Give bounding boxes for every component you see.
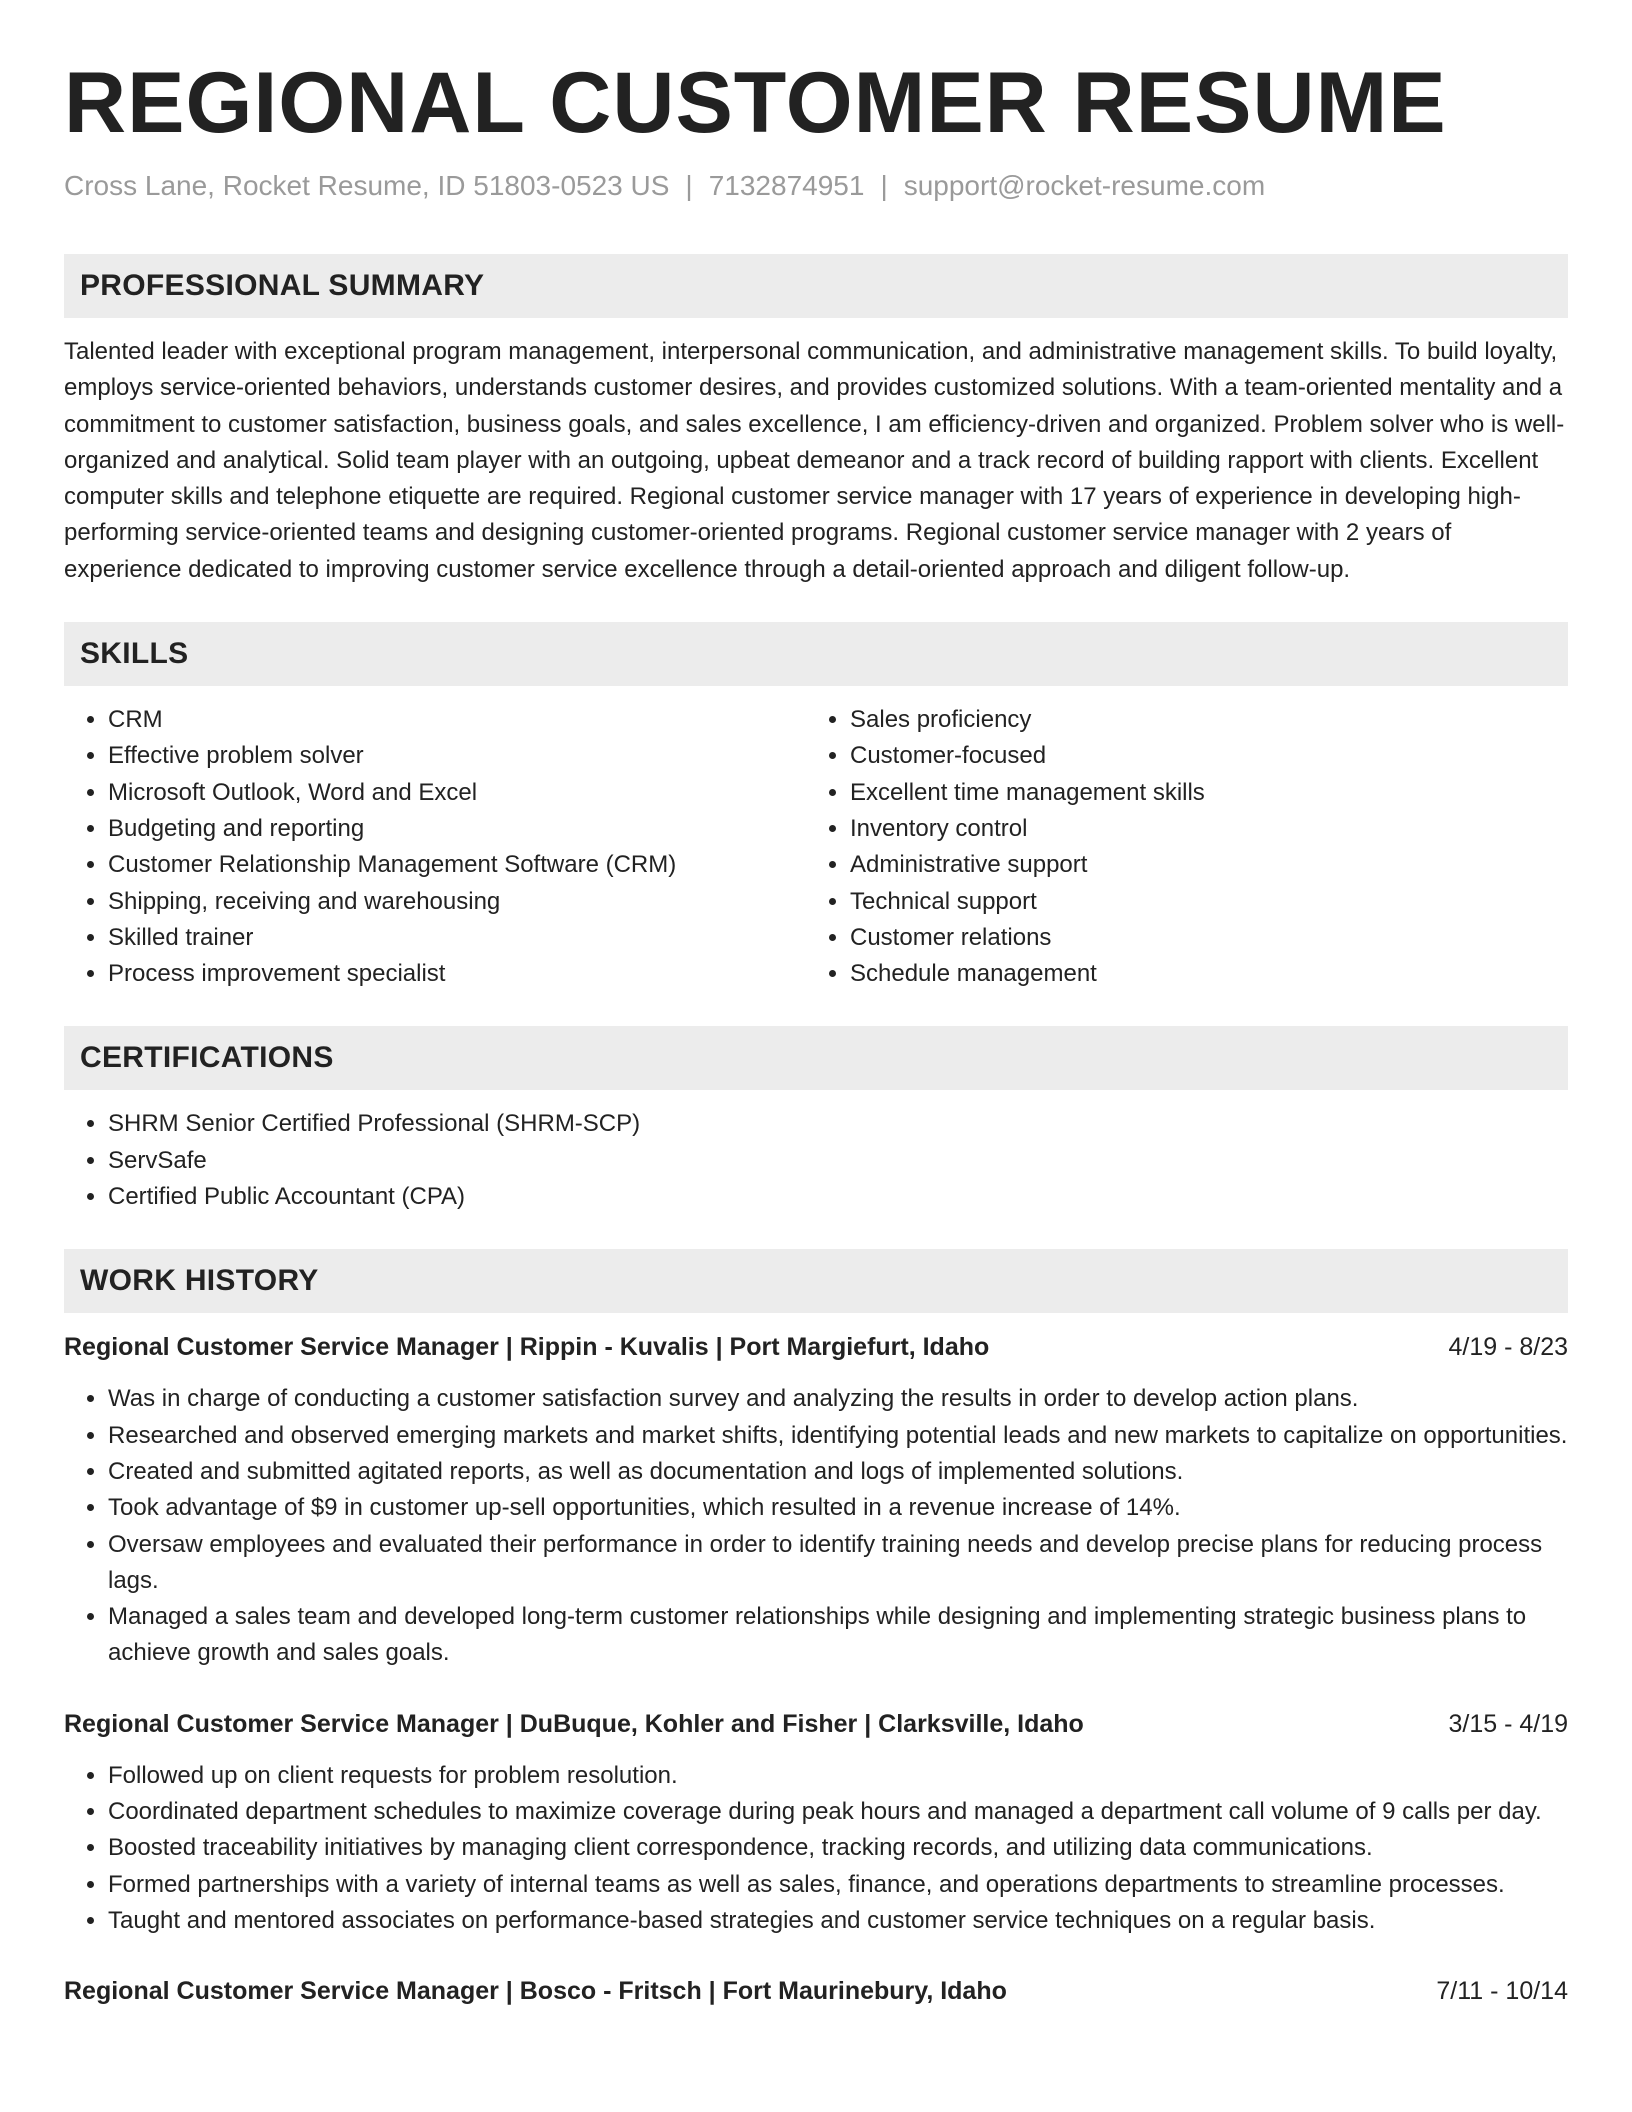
- skill-item: • Microsoft Outlook, Word and Excel: [108, 775, 806, 811]
- resume-title: REGIONAL CUSTOMER RESUME: [64, 55, 1447, 151]
- skills-grid: [64, 702, 1568, 992]
- job-title: Regional Customer Service Manager | Rippin - Kuvalis | Port Margiefurt, Idaho: [64, 1333, 990, 1362]
- skill-item: • Inventory control: [850, 811, 1548, 847]
- skill-item: • Customer Relationship Management Software (CRM): [108, 847, 806, 883]
- job-bullets: [64, 1758, 1568, 1939]
- job-bullet: • Researched and observed emerging markets and market shifts, identifying potential leads and new markets to capitalize on opportunities.: [108, 1418, 1568, 1454]
- skill-item: • Effective problem solver: [108, 738, 806, 774]
- certification-item: • ServSafe: [108, 1143, 1568, 1179]
- job-title-row: [64, 1706, 1568, 1742]
- job-bullet: • Coordinated department schedules to maximize coverage during peak hours and managed a department call volume of 9 calls per day.: [108, 1794, 1568, 1830]
- contact-address: Cross Lane, Rocket Resume, ID 51803-0523 US: [64, 170, 670, 201]
- certification-item: • SHRM Senior Certified Professional (SHRM-SCP): [108, 1106, 1568, 1142]
- skill-item: • CRM: [108, 702, 806, 738]
- job-entry: [64, 1329, 1568, 1671]
- job-bullet: • Boosted traceability initiatives by managing client correspondence, tracking records, and utilizing data communications.: [108, 1830, 1568, 1866]
- job-dates: 4/19 - 8/23: [1448, 1333, 1568, 1362]
- skill-item: • Process improvement specialist: [108, 956, 806, 992]
- job-title-row: [64, 1973, 1568, 2009]
- skill-item: • Excellent time management skills: [850, 775, 1548, 811]
- job-bullet: • Oversaw employees and evaluated their performance in order to identify training needs and develop precise plans for reducing process lags.: [108, 1527, 1568, 1600]
- certification-item: • Certified Public Accountant (CPA): [108, 1179, 1568, 1215]
- job-bullet: • Formed partnerships with a variety of internal teams as well as sales, finance, and operations departments to streamline processes.: [108, 1867, 1568, 1903]
- skill-item: • Administrative support: [850, 847, 1548, 883]
- job-dates: 3/15 - 4/19: [1448, 1709, 1568, 1738]
- contact-separator: |: [880, 170, 888, 201]
- skills-list-left: [64, 702, 806, 992]
- job-title: Regional Customer Service Manager | Bosco - Fritsch | Fort Maurinebury, Idaho: [64, 1977, 1007, 2006]
- job-bullet: • Managed a sales team and developed long-term customer relationships while designing and implementing strategic business plans to achieve growth and sales goals.: [108, 1599, 1568, 1672]
- job-entry: [64, 1706, 1568, 1939]
- job-title-row: [64, 1329, 1568, 1365]
- job-bullet: • Was in charge of conducting a customer satisfaction survey and analyzing the results in order to develop action plans.: [108, 1381, 1568, 1417]
- contact-separator: |: [685, 170, 693, 201]
- skill-item: • Schedule management: [850, 956, 1548, 992]
- section-header-work-history: WORK HISTORY: [64, 1249, 1568, 1313]
- skill-item: • Shipping, receiving and warehousing: [108, 884, 806, 920]
- job-entry: [64, 1973, 1568, 2009]
- skills-list-right: [806, 702, 1548, 992]
- job-bullet: • Took advantage of $9 in customer up-sell opportunities, which resulted in a revenue increase of 14%.: [108, 1490, 1568, 1526]
- job-dates: 7/11 - 10/14: [1436, 1977, 1568, 2006]
- skill-item: • Customer-focused: [850, 738, 1548, 774]
- section-header-skills: SKILLS: [64, 622, 1568, 686]
- section-header-certifications: CERTIFICATIONS: [64, 1026, 1568, 1090]
- job-bullet: • Created and submitted agitated reports, as well as documentation and logs of implemented solutions.: [108, 1454, 1568, 1490]
- skill-item: • Customer relations: [850, 920, 1548, 956]
- job-title: Regional Customer Service Manager | DuBuque, Kohler and Fisher | Clarksville, Idaho: [64, 1709, 1084, 1738]
- contact-phone: 7132874951: [708, 170, 865, 201]
- skill-item: • Technical support: [850, 884, 1548, 920]
- skill-item: • Budgeting and reporting: [108, 811, 806, 847]
- section-header-professional-summary: PROFESSIONAL SUMMARY: [64, 254, 1568, 318]
- contact-email: support@rocket-resume.com: [903, 170, 1266, 201]
- skill-item: • Sales proficiency: [850, 702, 1548, 738]
- certifications-list: [64, 1106, 1568, 1215]
- job-bullets: [64, 1381, 1568, 1671]
- job-bullet: • Taught and mentored associates on performance-based strategies and customer service techniques on a regular basis.: [108, 1903, 1568, 1939]
- skill-item: • Skilled trainer: [108, 920, 806, 956]
- contact-line: [64, 170, 1568, 202]
- summary-text: Talented leader with exceptional program management, interpersonal communication, and administrative management skills. To build loyalty, employs service-oriented behaviors, understands customer desires, and provides customized solutions. With a team-oriented mentality and a commitment to customer satisfaction, business goals, and sales excellence, I am efficiency-driven and organized. Problem solver who is well-organized and analytical. Solid team player with an outgoing, upbeat demeanor and a track record of building rapport with clients. Excellent computer skills and telephone etiquette are required. Regional customer service manager with 17 years of experience in developing high-performing service-oriented teams and designing customer-oriented programs. Regional customer service manager with 2 years of experience dedicated to improving customer service excellence through a detail-oriented approach and diligent follow-up.: [64, 338, 1565, 583]
- job-bullet: • Followed up on client requests for problem resolution.: [108, 1758, 1568, 1794]
